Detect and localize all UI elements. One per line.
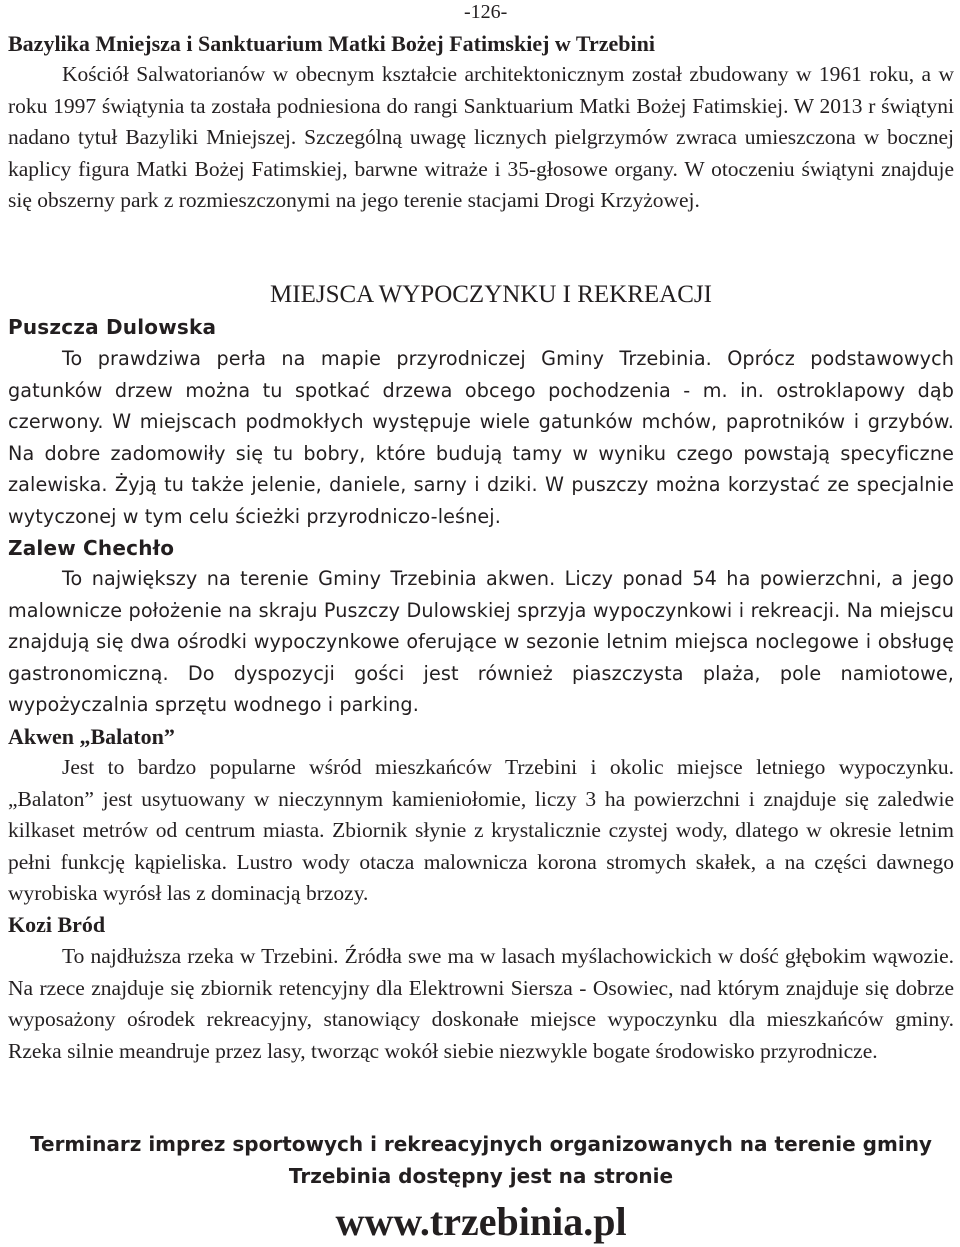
intro-title: Bazylika Mniejsza i Sanktuarium Matki Bożej Fatimskiej w Trzebini	[8, 31, 655, 56]
section-heading-text: MIEJSCA WYPOCZYNKU I REKREACJI	[270, 281, 712, 308]
place-text-zalew-chechlo: To największy na terenie Gminy Trzebinia akwen. Liczy ponad 54 ha powierzchni, a jego malownicze położenie na skraju Puszczy Dulowskiej sprzyja wypoczynkowi i rekreacji. Na miejscu znajdują się dwa ośrodki wypoczynkowe oferujące w sezonie letnim miejsca noclegowe i obsługę gastronomiczną. Do dyspozycji gości jest również piaszczysta plaża, pole namiotowe, wypożyczalnia sprzętu wodnego i parking.	[8, 567, 954, 717]
place-text-akwen-balaton: Jest to bardzo popularne wśród mieszkańców Trzebini i okolic miejsce letniego wypoczynku. „Balaton” jest usytuowany w nieczynnym kamieniołomie, liczy 3 ha powierzchni i znajduje się zaledwie kilkaset metrów od centrum miasta. Zbiornik słynie z krystalicznie czystej wody, dlatego w okresie letnim pełni funkcję kąpieliska. Lustro wody otacza malownicza korona stromych skałek, a na części dawnego wyrobiska wyrósł las z dominacją brzozy.	[8, 755, 954, 906]
footer-note	[8, 1128, 954, 1192]
section-heading	[8, 279, 954, 311]
footer-note-line-2: Trzebinia dostępny jest na stronie	[288, 1164, 674, 1188]
place-heading-puszcza-dulowska: Puszcza Dulowska	[8, 315, 217, 339]
intro-paragraph: Kościół Salwatorianów w obecnym kształcie architektonicznym został zbudowany w 1961 roku, a w roku 1997 świątynia ta została podniesiona do rangi Sanktuarium Matki Bożej Fatimskiej. W 2013 r świątyni nadano tytuł Bazyliki Mniejszej. Szczególną uwagę licznych pielgrzymów zwraca umieszczona w bocznej kaplicy figura Matki Bożej Fatimskiej, barwne witraże i 35-głosowe organy. W otoczeniu świątyni znajduje się obszerny park z rozmieszczonymi na jego terenie stacjami Drogi Krzyżowej.	[8, 62, 954, 213]
place-text-kozi-brod: To najdłuższa rzeka w Trzebini. Źródła swe ma w lasach myślachowickich w dość głębokim wąwozie. Na rzece znajduje się zbiornik retencyjny dla Elektrowni Siersza - Osowiec, nad którym znajduje się dobrze wyposażony ośrodek rekreacyjny, stanowiący doskonałe miejsce wypoczynku dla mieszkańców gminy. Rzeka silnie meandruje przez lasy, tworząc wokół siebie niezwykle bogate środowisko przyrodnicze.	[8, 944, 954, 1063]
footer-note-line-1: Terminarz imprez sportowych i rekreacyjnych organizowanych na terenie gminy	[30, 1132, 932, 1156]
place-text-puszcza-dulowska: To prawdziwa perła na mapie przyrodniczej Gminy Trzebinia. Oprócz podstawowych gatunków drzew można tu spotkać drzewa obcego pochodzenia - m. in. ostroklapowy dąb czerwony. W miejscach podmokłych występuje wiele gatunków mchów, paprotników i grzybów. Na dobre zadomowiły się tu bobry, które budują tamy w wyniku czego powstają specyficzne zalewiska. Żyją tu także jelenie, daniele, sarny i dziki. W puszczy można korzystać ze specjalnie wytyczonej w tym celu ścieżki przyrodniczo-leśnej.	[8, 347, 954, 528]
place-heading-kozi-brod: Kozi Bród	[8, 912, 106, 937]
website-link[interactable]: www.trzebinia.pl	[335, 1199, 627, 1244]
page-number: -126-	[464, 1, 508, 23]
place-heading-zalew-chechlo: Zalew Chechło	[8, 536, 175, 560]
place-heading-akwen-balaton: Akwen „Balaton”	[8, 724, 175, 749]
